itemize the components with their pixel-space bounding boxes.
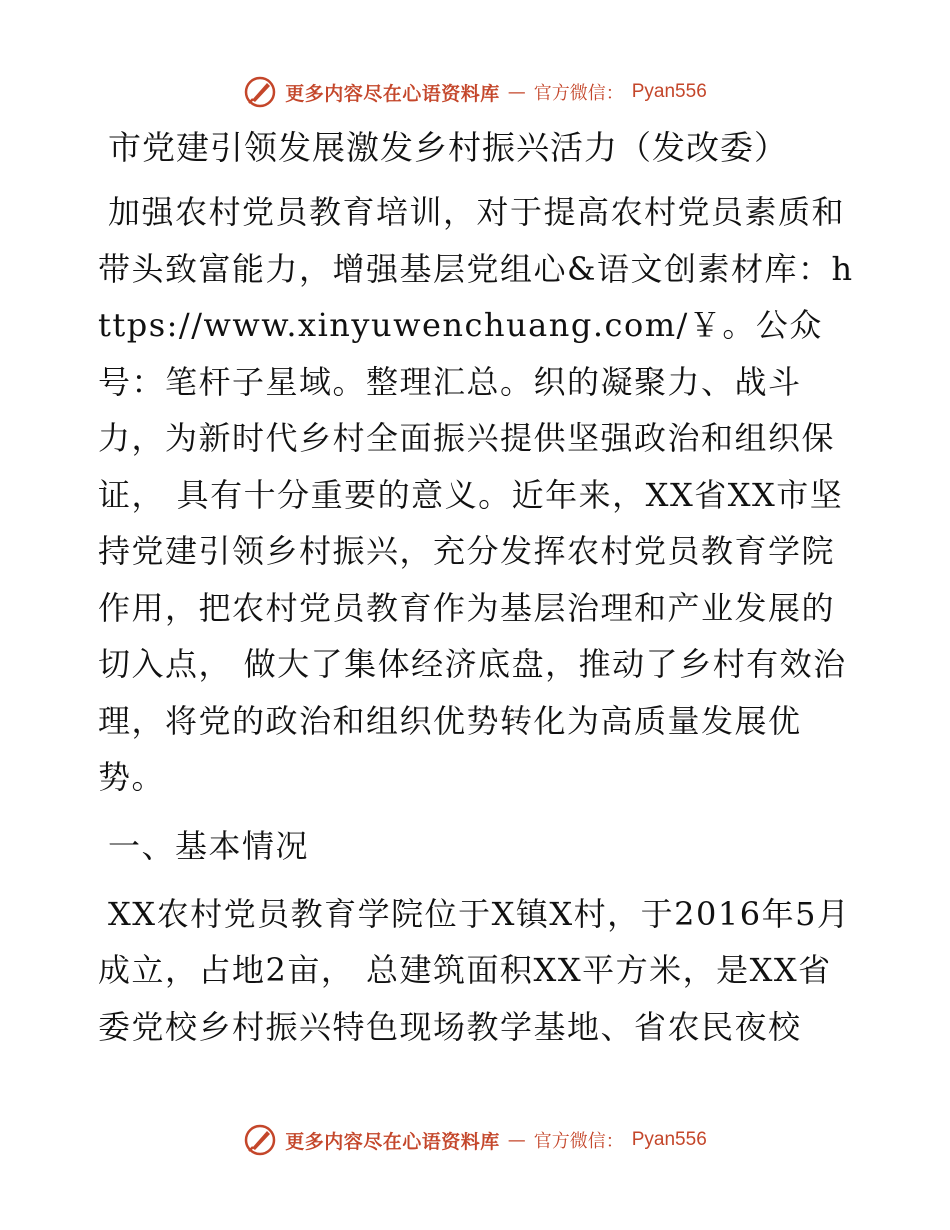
watermark-footer xyxy=(0,1120,950,1160)
section-heading: 一、基本情况 xyxy=(108,826,310,865)
watermark-separator: — xyxy=(507,1129,526,1151)
watermark-header xyxy=(0,72,950,112)
watermark-wechat-label: 官方微信： xyxy=(533,83,624,104)
watermark-wechat-id: Pyan556 xyxy=(631,81,707,102)
section-paragraph: XX农村党员教育学院位于X镇X村，于2016年5月成立，占地2亩， 总建筑面积XX平方米，是XX省委党校乡村振兴特色现场教学基地、省农民夜校 xyxy=(98,894,851,1046)
watermark-site-name: 更多内容尽在心语资料库 xyxy=(285,1130,500,1153)
document-title: 市党建引领发展激发乡村振兴活力（发改委） xyxy=(108,128,788,167)
document-body xyxy=(98,122,858,1067)
quill-logo-icon xyxy=(243,1123,277,1157)
quill-logo-icon xyxy=(243,75,277,109)
intro-paragraph: 加强农村党员教育培训，对于提高农村党员素质和带头致富能力，增强基层党组心&语文创素材库：https://www.xinyuwenchuang.com/￥。公众号：笔杆子星域。整理汇总。织的凝聚力、战斗力，为新时代乡村全面振兴提供坚强政治和组织保证， 具有十分重要的意义。近年来，XX省XX市坚持党建引领乡村振兴，充分发挥农村党员教育学院作用，把农村党员教育作为基层治理和产业发展的切入点， 做大了集体经济底盘，推动了乡村有效治理，将党的政治和组织优势转化为高质量发展优势。 xyxy=(98,193,854,796)
watermark-site-name: 更多内容尽在心语资料库 xyxy=(285,82,500,105)
watermark-wechat-label: 官方微信： xyxy=(533,1131,624,1152)
watermark-separator: — xyxy=(507,81,526,103)
watermark-wechat-id: Pyan556 xyxy=(631,1129,707,1150)
